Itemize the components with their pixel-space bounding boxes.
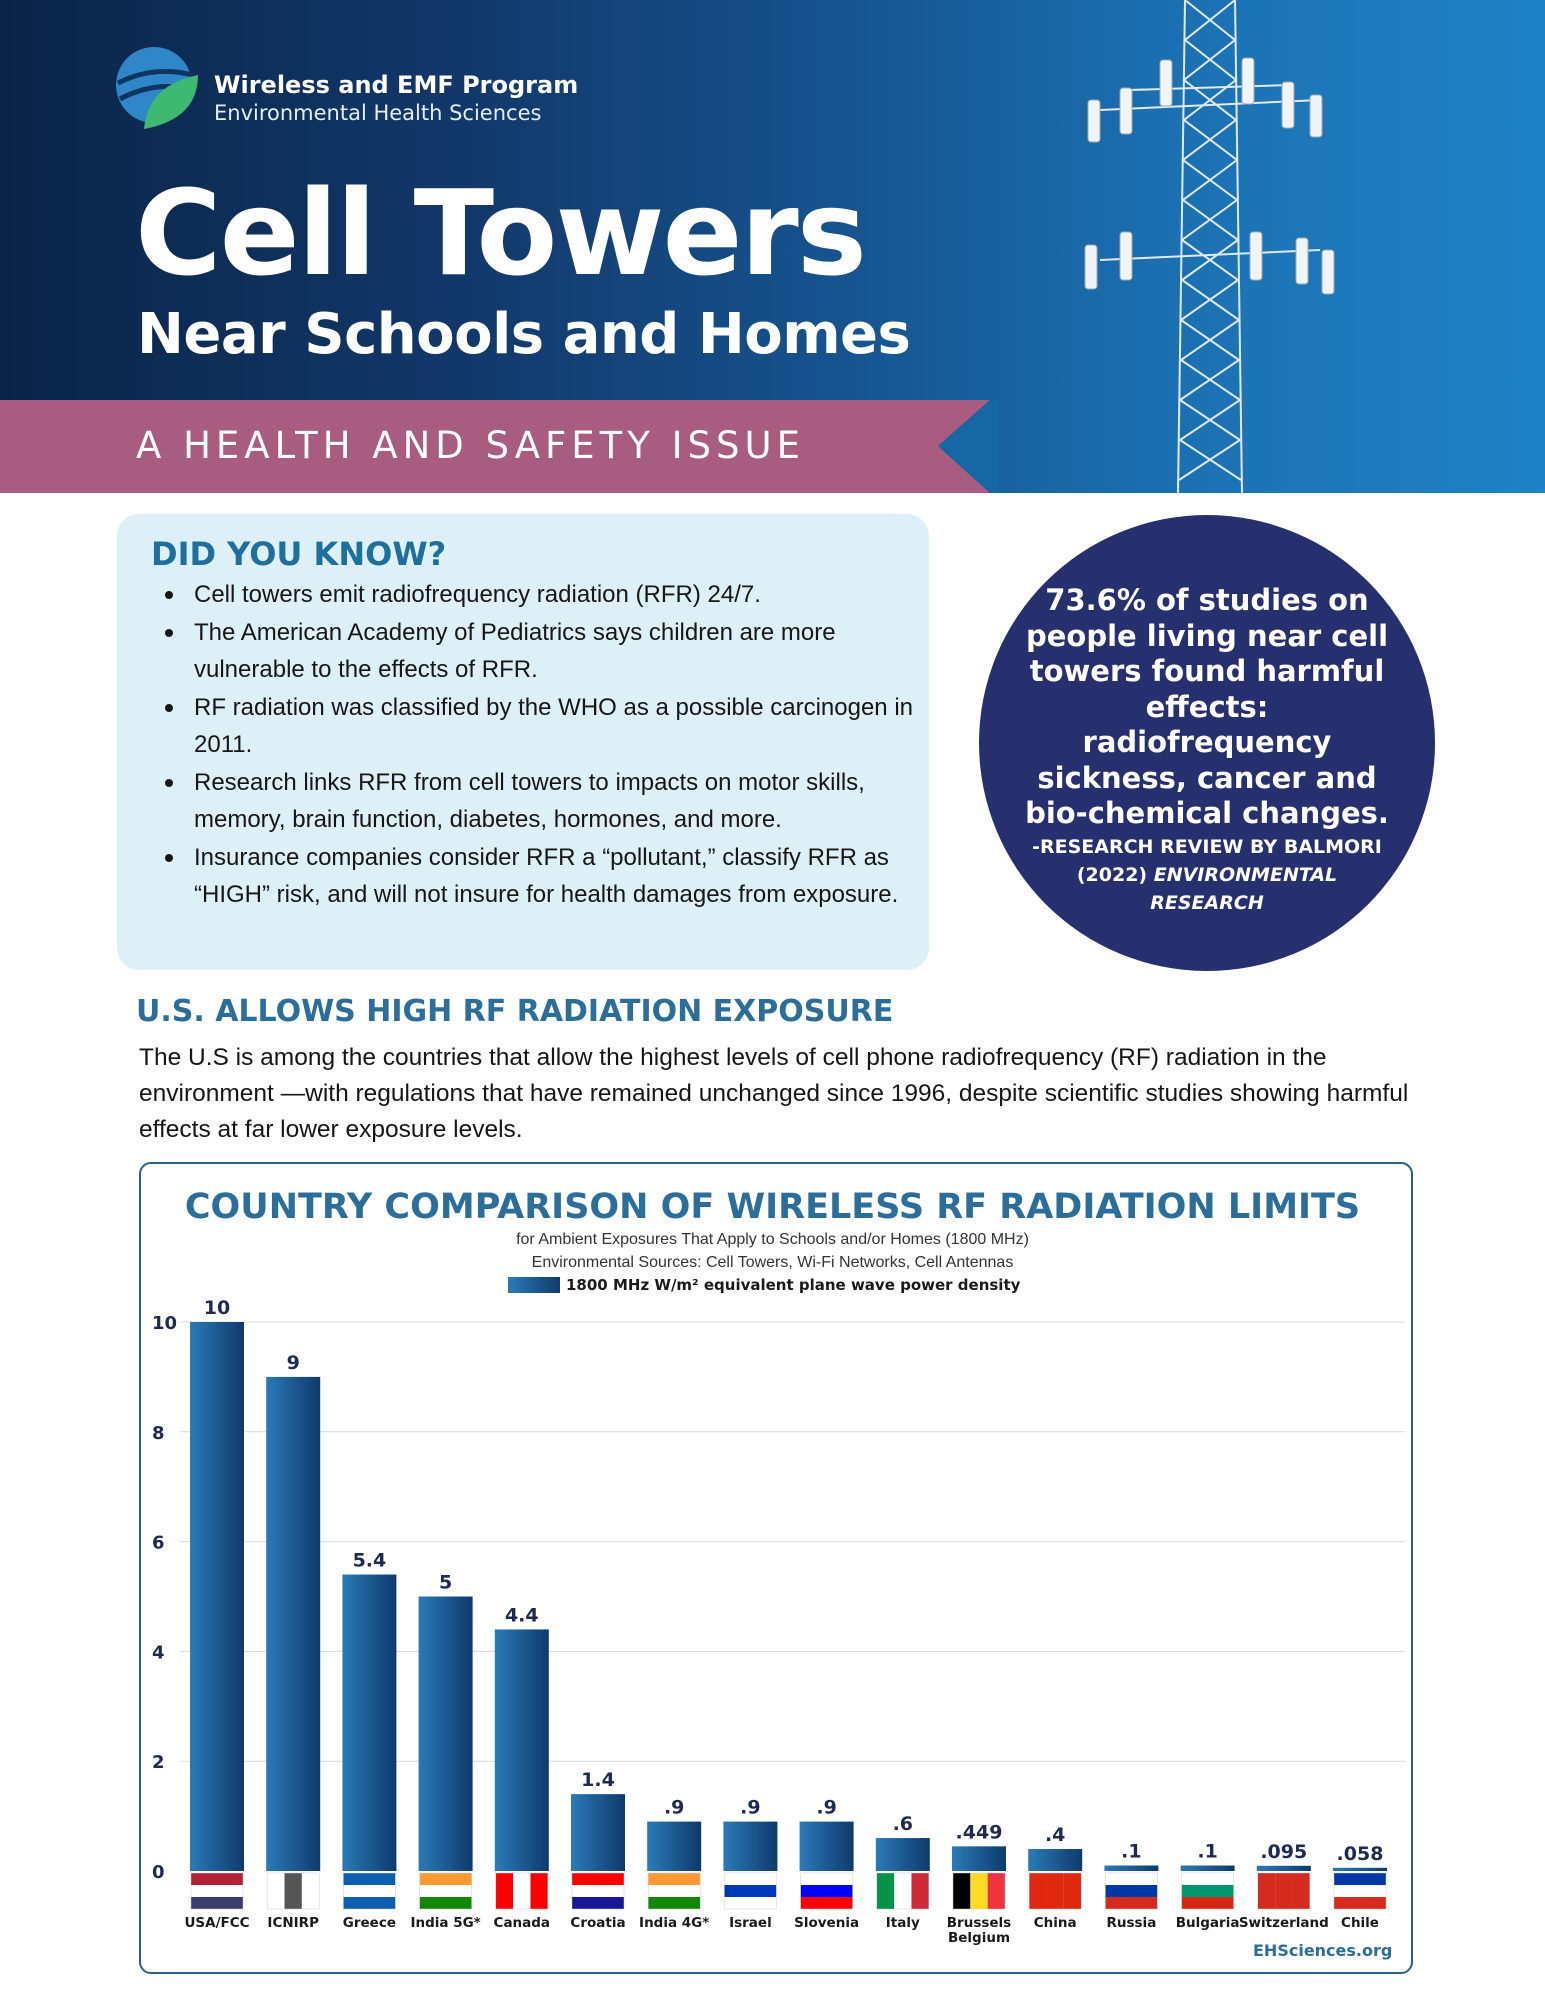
bar-value-label: 5.4 [352, 1549, 387, 1572]
bar-value-label: 4.4 [504, 1604, 539, 1627]
chart-title: COUNTRY COMPARISON OF WIRELESS RF RADIATION LIMITS [184, 1187, 1361, 1227]
bar-3 [419, 1597, 473, 1872]
chart-subtitle-1: for Ambient Exposures That Apply to Schools and/or Homes (1800 MHz) [516, 1231, 1029, 1248]
bar-8 [800, 1822, 854, 1871]
section-body: The U.S is among the countries that allow the highest levels of cell phone radiofrequency (RF) radiation in the environment —with regulations that have remained unchanged since 1996, despite scientific studies showing harmful effects at far lower exposure levels. [139, 1044, 1409, 1143]
bar-9 [876, 1838, 930, 1871]
y-tick-label: 0 [152, 1862, 165, 1883]
bar-4 [495, 1629, 549, 1871]
category-label: ICNIRP [267, 1915, 319, 1931]
fact-item: Insurance companies consider RFR a “pollutant,” classify RFR as “HIGH” risk, and will not insure for health damages from exposure. [159, 839, 919, 914]
bar-value-label: .058 [1336, 1842, 1384, 1865]
category-label: Switzerland [1238, 1915, 1329, 1931]
legend-label: 1800 MHz W/m² equivalent plane wave power density [566, 1276, 1021, 1294]
flag-icon [1334, 1873, 1386, 1909]
chart-credit: EHSciences.org [1253, 1941, 1393, 1960]
flag-icon [1029, 1873, 1081, 1909]
bar-10 [952, 1846, 1006, 1871]
flag-icon [420, 1873, 472, 1909]
category-label: Bulgaria [1175, 1915, 1240, 1931]
bar-1 [266, 1377, 320, 1871]
bar-2 [342, 1575, 396, 1871]
category-label: Russia [1106, 1915, 1157, 1931]
chart-subtitle-2: Environmental Sources: Cell Towers, Wi-Fi Networks, Cell Antennas [531, 1254, 1014, 1271]
bar-11 [1028, 1849, 1082, 1871]
y-tick-label: 8 [152, 1422, 165, 1444]
bar-value-label: .1 [1121, 1840, 1142, 1863]
flag-icon [1182, 1873, 1234, 1909]
flag-icon [191, 1873, 243, 1909]
fact-item: Research links RFR from cell towers to impacts on motor skills, memory, brain function, diabetes, hormones, and more. [159, 764, 919, 839]
stat-callout-text: 73.6% of studies on people living near cell towers found harmful effects: radiofrequency sickness, cancer and bio-chemical changes. [1025, 583, 1389, 830]
bar-5 [571, 1794, 625, 1871]
flag-icon [1258, 1873, 1310, 1909]
fact-item: Cell towers emit radiofrequency radiation (RFR) 24/7. [159, 576, 919, 614]
bar-value-label: .1 [1197, 1840, 1218, 1863]
bar-0 [190, 1322, 244, 1871]
banner-text: A HEALTH AND SAFETY ISSUE [136, 424, 805, 467]
category-label: Italy [885, 1915, 920, 1931]
y-tick-label: 2 [152, 1752, 165, 1774]
fact-item: RF radiation was classified by the WHO as a possible carcinogen in 2011. [159, 689, 919, 764]
category-label: USA/FCC [184, 1915, 250, 1931]
bar-value-label: 5 [438, 1571, 453, 1594]
flag-icon [343, 1873, 395, 1909]
page-title: Cell Towers [135, 164, 865, 302]
flag-icon [1105, 1873, 1157, 1909]
y-tick-label: 6 [152, 1532, 165, 1554]
flag-icon [267, 1873, 319, 1909]
org-subtitle: Environmental Health Sciences [214, 101, 542, 125]
category-label: India 5G* [410, 1915, 481, 1931]
y-tick-label: 10 [152, 1313, 178, 1334]
flag-icon [496, 1873, 548, 1909]
flag-icon [877, 1873, 929, 1909]
flag-icon [648, 1873, 700, 1909]
source-author: -RESEARCH REVIEW BY BALMORI (2022) [1032, 836, 1382, 886]
bar-6 [647, 1822, 701, 1871]
source-journal: ENVIRONMENTAL RESEARCH [1150, 864, 1338, 914]
bar-12 [1104, 1866, 1158, 1871]
y-tick-label: 4 [152, 1642, 165, 1664]
page-subtitle: Near Schools and Homes [137, 302, 911, 367]
category-label: India 4G* [639, 1915, 710, 1931]
bar-value-label: .9 [663, 1796, 685, 1819]
bar-value-label: .9 [740, 1796, 761, 1819]
flag-icon [953, 1873, 1005, 1909]
category-label: Belgium [947, 1930, 1011, 1946]
category-label: Canada [493, 1915, 551, 1931]
category-label: Chile [1341, 1915, 1379, 1931]
section-title: U.S. ALLOWS HIGH RF RADIATION EXPOSURE [136, 994, 894, 1029]
bar-value-label: .9 [816, 1796, 837, 1819]
flag-icon [724, 1873, 776, 1909]
bar-value-label: 9 [286, 1351, 300, 1374]
bar-14 [1257, 1866, 1311, 1871]
bar-value-label: .6 [892, 1813, 914, 1836]
bar-value-label: .095 [1260, 1840, 1308, 1863]
bar-15 [1333, 1868, 1387, 1871]
category-label: China [1033, 1915, 1077, 1931]
bar-value-label: .449 [955, 1821, 1003, 1844]
bar-13 [1181, 1866, 1235, 1871]
category-label: Slovenia [794, 1915, 860, 1931]
category-label: Brussels [946, 1915, 1012, 1931]
bar-7 [723, 1822, 777, 1871]
category-label: Israel [729, 1915, 772, 1931]
org-name: Wireless and EMF Program [214, 71, 579, 99]
flag-icon [801, 1873, 853, 1909]
flag-icon [572, 1873, 624, 1909]
category-label: Greece [342, 1915, 397, 1931]
fact-item: The American Academy of Pediatrics says children are more vulnerable to the effects of RFR. [159, 614, 919, 689]
bar-value-label: .4 [1044, 1824, 1066, 1847]
bar-value-label: 1.4 [581, 1769, 615, 1792]
bar-value-label: 10 [203, 1297, 231, 1319]
category-label: Croatia [570, 1915, 626, 1931]
did-you-know-title: DID YOU KNOW? [151, 535, 447, 573]
